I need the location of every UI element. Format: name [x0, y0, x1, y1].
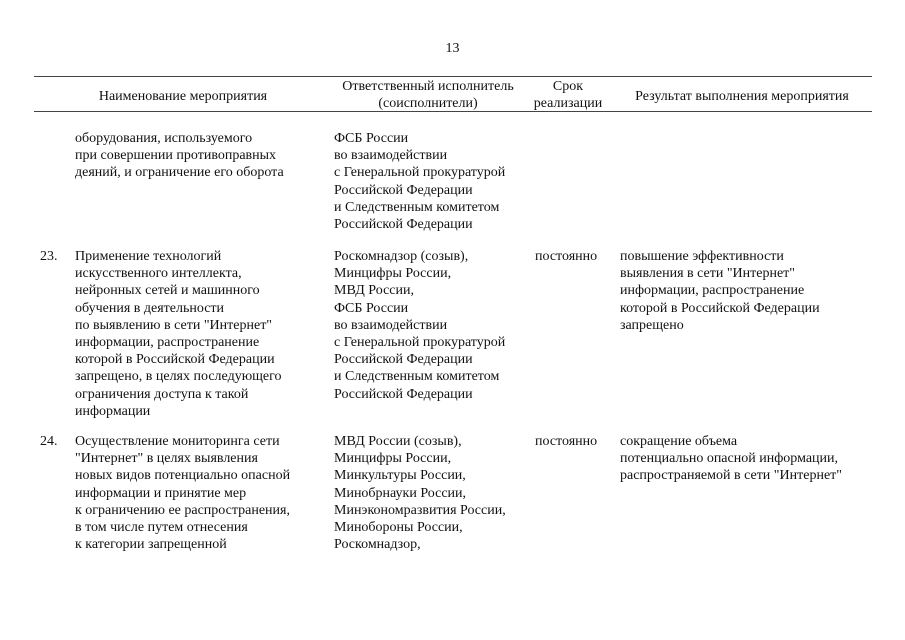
- page-number: 13: [445, 41, 460, 56]
- table-header-bottom-rule: [34, 111, 872, 112]
- row-executor: ФСБ России во взаимодействии с Генеральной прокуратурой Российской Федерации и Следственным комитетом Российской Федерации: [334, 131, 506, 233]
- header-col-executor: Ответственный исполнитель (соисполнители): [342, 79, 514, 111]
- table-header-top-rule: [34, 76, 872, 77]
- header-col-name: Наименование мероприятия: [98, 89, 268, 104]
- row-term: постоянно: [535, 249, 598, 264]
- header-col-term: Срок реализации: [533, 79, 603, 111]
- row-number: 23.: [40, 249, 58, 264]
- row-name: оборудования, используемого при совершении противоправных деяний, и ограничение его оборота: [75, 131, 284, 181]
- row-number: 24.: [40, 434, 58, 449]
- row-executor: МВД России (созыв), Минцифры России, Минкультуры России, Минобрнауки России, Минэкономразвития России, Минобороны России, Роскомнадзор,: [334, 434, 506, 553]
- row-result: сокращение объема потенциально опасной информации, распространяемой в сети "Интернет": [620, 434, 842, 484]
- header-col-result: Результат выполнения мероприятия: [635, 89, 849, 104]
- row-result: повышение эффективности выявления в сети "Интернет" информации, распространение которой в Российской Федерации запрещено: [620, 249, 820, 333]
- row-executor: Роскомнадзор (созыв), Минцифры России, МВД России, ФСБ России во взаимодействии с Генеральной прокуратурой Российской Федерации и Следственным комитетом Российской Федерации: [334, 249, 506, 402]
- row-name: Применение технологий искусственного интеллекта, нейронных сетей и машинного обучения в деятельности по выявлению в сети "Интернет" информации, распространение которой в Российской Федерации запрещено, в целях последующего ограничения доступа к такой информации: [75, 249, 282, 419]
- row-name: Осуществление мониторинга сети "Интернет" в целях выявления новых видов потенциально опасной информации и принятие мер к ограничению ее распространения, в том числе путем отнесения к категории запрещенной: [75, 434, 291, 553]
- row-term: постоянно: [535, 434, 598, 449]
